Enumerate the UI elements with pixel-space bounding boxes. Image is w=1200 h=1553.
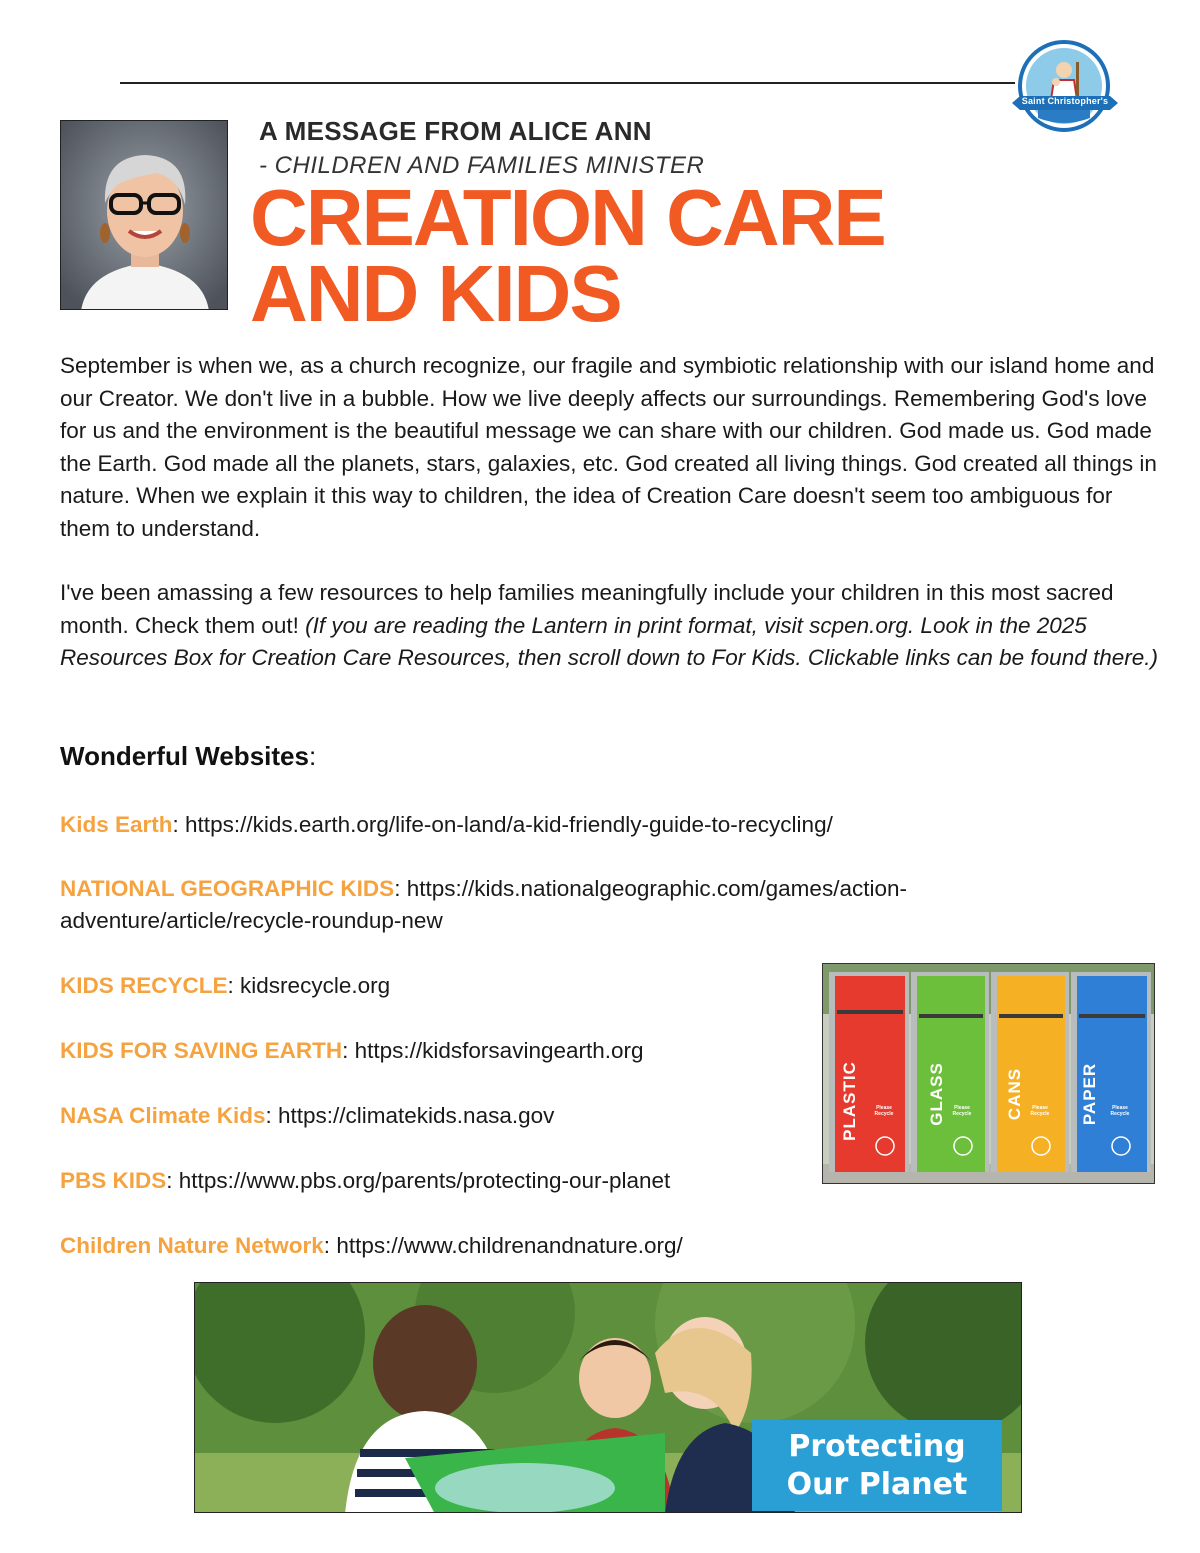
author-role: - CHILDREN AND FAMILIES MINISTER — [259, 152, 705, 179]
recycling-bins-image — [823, 964, 1155, 1184]
website-name[interactable]: KIDS RECYCLE — [60, 973, 228, 998]
recycling-bins-photo — [822, 963, 1155, 1184]
bin-note: Please Recycle — [874, 1105, 894, 1117]
website-url[interactable]: https://kids.nationalgeographic.com/games/action-adventure/article/recycle-roundup-new — [60, 876, 907, 933]
website-item[interactable]: NASA Climate Kids: https://climatekids.nasa.gov — [60, 1103, 555, 1128]
websites-heading-colon: : — [308, 741, 317, 771]
bin-note: Please Recycle — [952, 1105, 972, 1117]
logo-text: Saint Christopher's — [1021, 96, 1109, 106]
website-name[interactable]: KIDS FOR SAVING EARTH — [60, 1038, 343, 1063]
website-url[interactable]: https://www.childrenandnature.org/ — [336, 1233, 683, 1258]
website-url[interactable]: https://climatekids.nasa.gov — [277, 1103, 555, 1128]
header-divider — [120, 82, 1015, 84]
website-name[interactable]: PBS KIDS — [60, 1168, 167, 1193]
church-logo — [1018, 40, 1110, 132]
title-line-1: CREATION CARE — [250, 173, 885, 262]
website-url[interactable]: https://www.pbs.org/parents/protecting-our-planet — [178, 1168, 671, 1193]
bin-label-plastic: PLASTIC — [839, 1061, 859, 1141]
intro-paragraph: September is when we, as a church recognize, our fragile and symbiotic relationship with our island home and our Creator. We don't live in a bubble. How we live deeply affects our surroundings. Remembering God's love for us and the environment is the beautiful message we can share with our children. God made us. God made the Earth. God made all the planets, stars, galaxies, etc. God created all living things. God created all things in nature. When we explain it this way to children, the idea of Creation Care doesn't seem too ambiguous for them to understand. — [60, 353, 1157, 541]
author-portrait — [60, 120, 228, 310]
message-from-heading: A MESSAGE FROM ALICE ANN — [259, 116, 652, 146]
resources-paragraph-text: I've been amassing a few resources to help families meaningfully include your children in this most sacred month. Check them out! — [60, 580, 1114, 638]
title-line-2: AND KIDS — [250, 249, 621, 338]
banner-caption-line1: Protecting — [788, 1429, 966, 1464]
bin-note: Please Recycle — [1030, 1105, 1050, 1117]
portrait-image — [61, 121, 228, 310]
websites-heading-text: Wonderful Websites — [60, 741, 309, 771]
website-item[interactable]: KIDS RECYCLE: kidsrecycle.org — [60, 973, 391, 998]
banner-caption — [752, 1428, 1002, 1504]
bin-label-paper: PAPER — [1080, 1062, 1100, 1126]
websites-heading — [60, 741, 316, 772]
bin-label-cans: CANS — [1005, 1067, 1025, 1121]
banner-caption-line2: Our Planet — [786, 1467, 968, 1502]
website-name[interactable]: NATIONAL GEOGRAPHIC KIDS — [60, 876, 395, 901]
print-note: (If you are reading the Lantern in print format, visit scpen.org. Look in the 2025 Resources Box for Creation Care Resources, then scroll down to For Kids. Clickable links can be found there.) — [60, 612, 1159, 670]
website-url[interactable]: https://kids.earth.org/life-on-land/a-kid-friendly-guide-to-recycling/ — [185, 812, 833, 837]
website-url[interactable]: https://kidsforsavingearth.org — [354, 1038, 644, 1063]
website-item[interactable]: NATIONAL GEOGRAPHIC KIDS: https://kids.nationalgeographic.com/games/action-adventure/article/recycle-roundup-new — [60, 876, 907, 933]
website-name[interactable]: Kids Earth — [60, 812, 173, 837]
website-url[interactable]: kidsrecycle.org — [240, 973, 391, 998]
resources-paragraph — [60, 577, 1160, 675]
website-item[interactable]: KIDS FOR SAVING EARTH: https://kidsforsavingearth.org — [60, 1038, 644, 1063]
bin-note: Please Recycle — [1110, 1105, 1130, 1117]
page-title — [250, 173, 950, 338]
website-item[interactable]: Children Nature Network: https://www.childrenandnature.org/ — [60, 1233, 683, 1258]
website-name[interactable]: Children Nature Network — [60, 1233, 324, 1258]
bin-label-glass: GLASS — [926, 1062, 946, 1126]
website-item[interactable]: Kids Earth: https://kids.earth.org/life-on-land/a-kid-friendly-guide-to-recycling/ — [60, 812, 833, 837]
website-name[interactable]: NASA Climate Kids — [60, 1103, 266, 1128]
website-item[interactable]: PBS KIDS: https://www.pbs.org/parents/protecting-our-planet — [60, 1168, 671, 1193]
